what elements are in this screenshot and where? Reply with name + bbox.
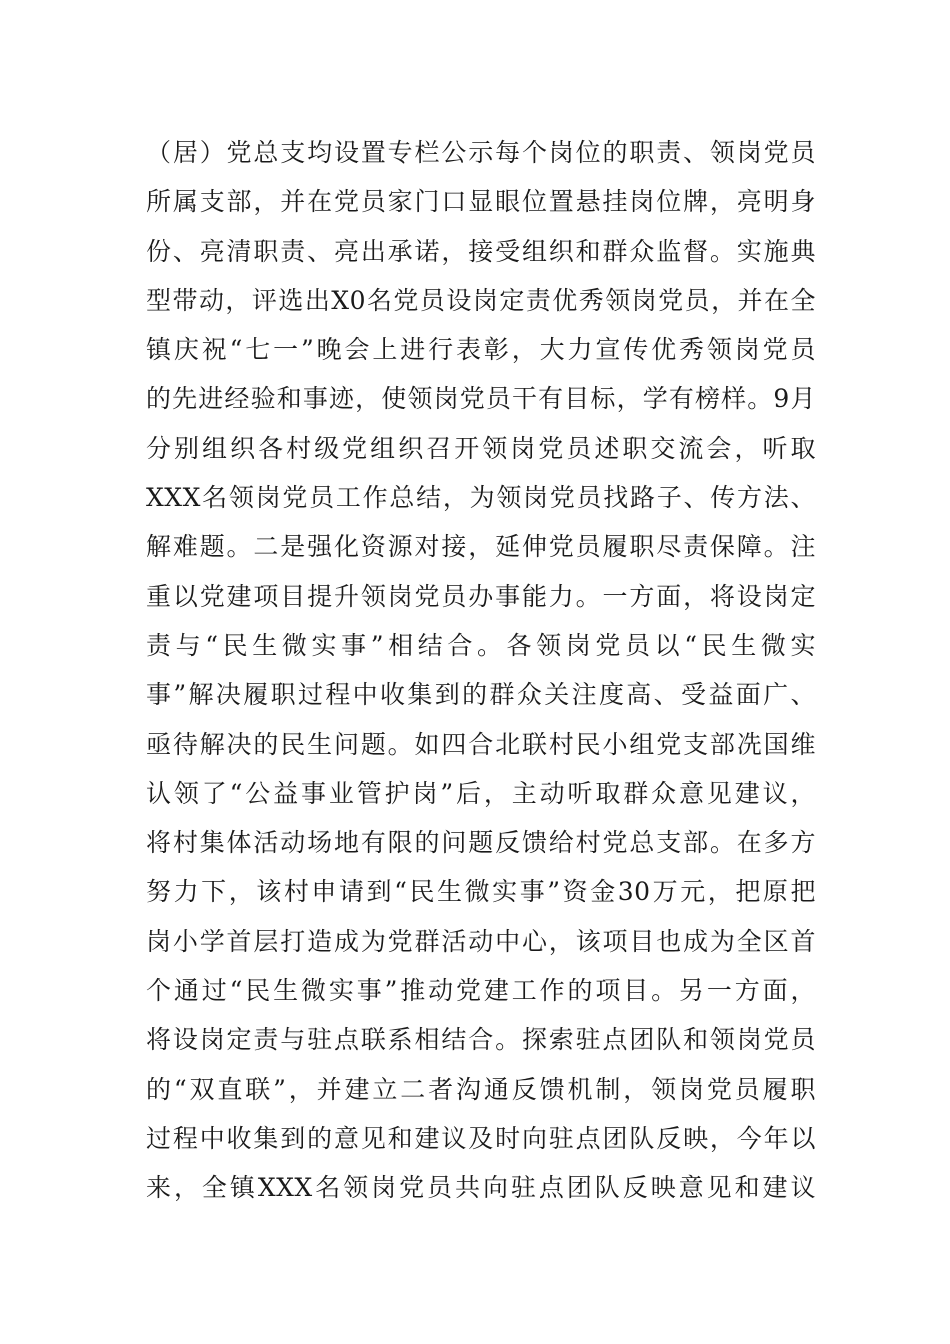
text-line-21: 过程中收集到的意见和建议及时向驻点团队反映，今年以: [146, 1123, 816, 1153]
text-line-17: 岗小学首层打造成为党群活动中心，该项目也成为全区首: [146, 926, 816, 956]
text-line-22: 来，全镇XXX名领岗党员共向驻点团队反映意见和建议: [146, 1173, 816, 1203]
text-line-11: 责与“民生微实事”相结合。各领岗党员以“民生微实: [146, 630, 816, 660]
text-line-15: 将村集体活动场地有限的问题反馈给村党总支部。在多方: [146, 828, 816, 858]
text-line-18: 个通过“民生微实事”推动党建工作的项目。另一方面，: [146, 976, 816, 1006]
text-line-7: 分别组织各村级党组织召开领岗党员述职交流会，听取: [146, 433, 816, 463]
text-line-13: 亟待解决的民生问题。如四合北联村民小组党支部冼国维: [146, 729, 816, 759]
text-line-5: 镇庆祝“七一”晚会上进行表彰，大力宣传优秀领岗党员: [146, 335, 816, 365]
text-line-19: 将设岗定责与驻点联系相结合。探索驻点团队和领岗党员: [146, 1025, 816, 1055]
text-line-12: 事”解决履职过程中收集到的群众关注度高、受益面广、: [146, 680, 816, 710]
text-line-10: 重以党建项目提升领岗党员办事能力。一方面，将设岗定: [146, 581, 816, 611]
text-line-1: （居）党总支均设置专栏公示每个岗位的职责、领岗党员: [146, 138, 816, 167]
text-line-6: 的先进经验和事迹，使领岗党员干有目标，学有榜样。9月: [146, 384, 816, 414]
text-line-3: 份、亮清职责、亮出承诺，接受组织和群众监督。实施典: [146, 236, 816, 266]
text-line-9: 解难题。二是强化资源对接，延伸党员履职尽责保障。注: [146, 532, 816, 562]
text-line-16: 努力下，该村申请到“民生微实事”资金30万元，把原把: [146, 877, 816, 907]
text-line-8: XXX名领岗党员工作总结，为领岗党员找路子、传方法、: [146, 483, 816, 513]
text-line-4: 型带动，评选出X0名党员设岗定责优秀领岗党员，并在全: [146, 285, 816, 315]
text-line-2: 所属支部，并在党员家门口显眼位置悬挂岗位牌，亮明身: [146, 187, 816, 217]
body-paragraph: [146, 128, 816, 1213]
text-line-20: 的“双直联”，并建立二者沟通反馈机制，领岗党员履职: [146, 1074, 816, 1104]
text-line-14: 认领了“公益事业管护岗”后，主动听取群众意见建议，: [146, 778, 816, 808]
